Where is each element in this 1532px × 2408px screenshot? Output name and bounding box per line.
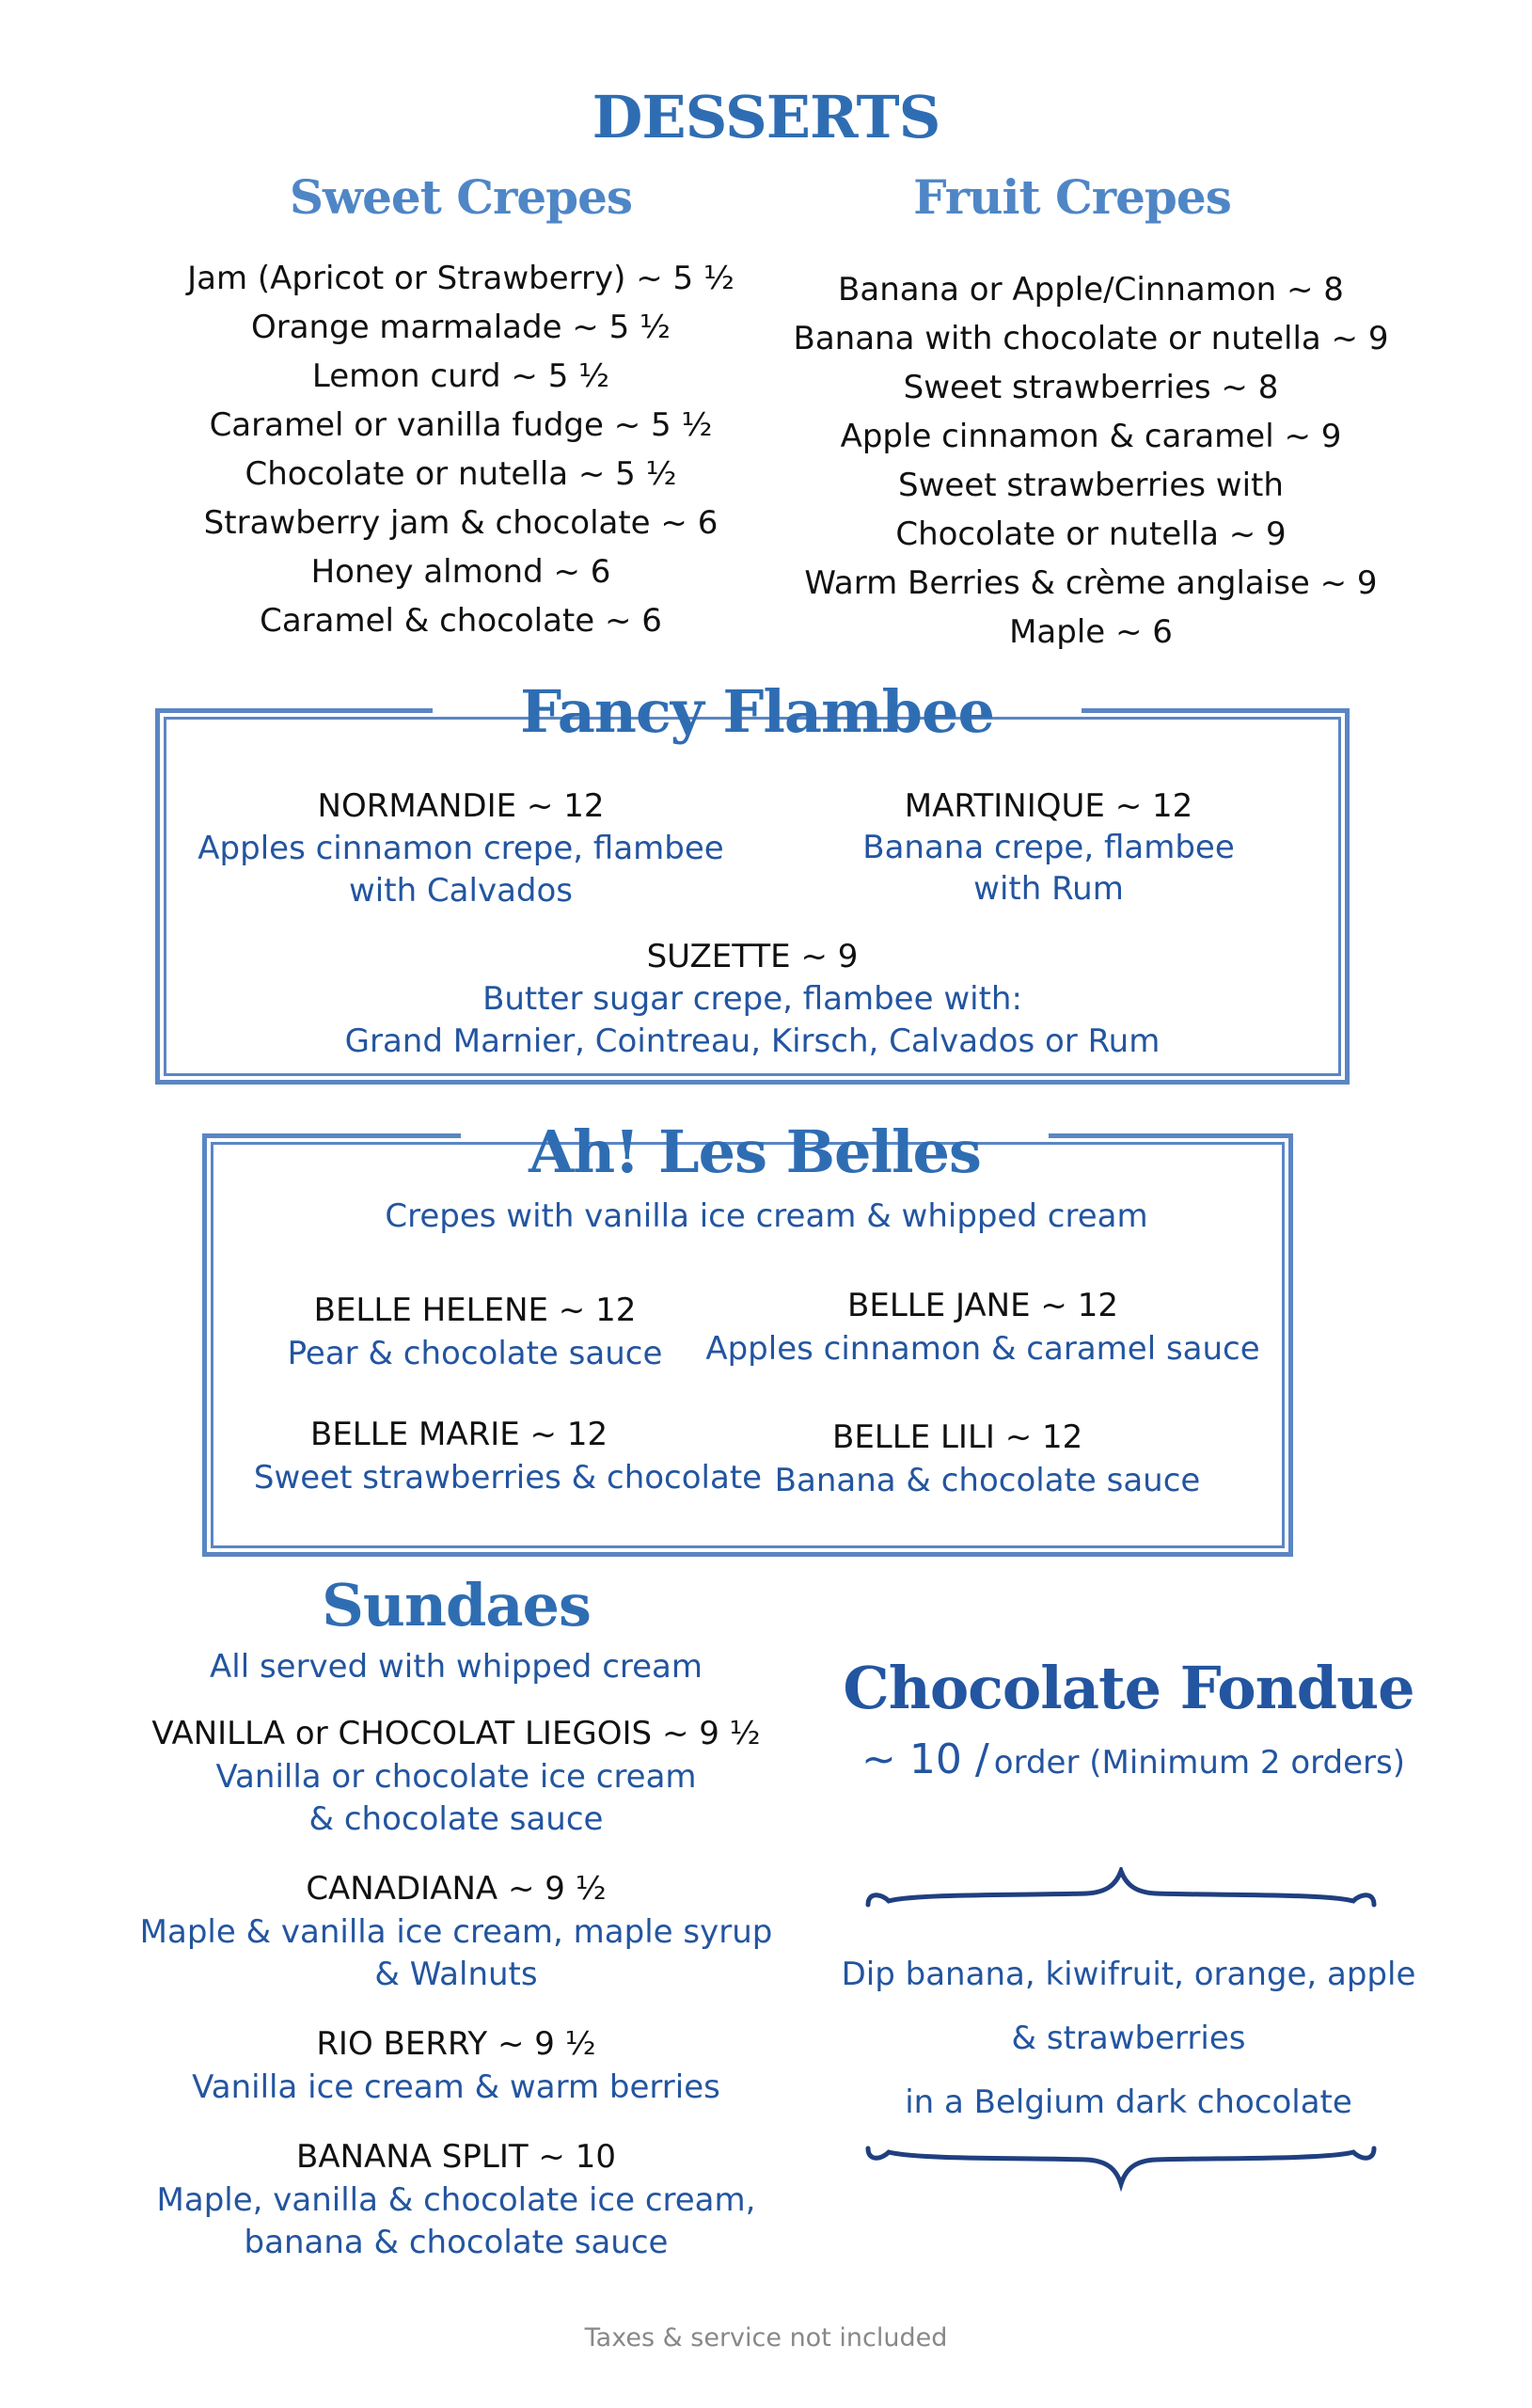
item-name: MARTINIQUE ~ 12 [904, 787, 1193, 825]
item-name: SUZETTE ~ 9 [646, 938, 859, 975]
list-item: Chocolate or nutella ~ 5 ½ [245, 455, 677, 493]
item-name: BANANA SPLIT ~ 10 [296, 2138, 616, 2176]
martinique-item [766, 785, 1331, 910]
brace-top-path [868, 1871, 1374, 1905]
list-item: Sweet strawberries ~ 8 [903, 369, 1279, 406]
item-desc: & chocolate sauce [308, 1800, 604, 1838]
item-desc: Maple & vanilla ice cream, maple syrup [139, 1913, 773, 1951]
item-name: BELLE HELENE ~ 12 [313, 1291, 637, 1329]
item-desc: Apples cinnamon & caramel sauce [705, 1330, 1260, 1368]
sundaes-subtitle: All served with whipped cream [209, 1648, 703, 1686]
item-desc: Grand Marnier, Cointreau, Kirsch, Calvados or Rum [344, 1022, 1161, 1060]
fondue-price-value: ~ 10 / [861, 1735, 989, 1783]
fondue-price [828, 1735, 1439, 1783]
item-desc: Vanilla or chocolate ice cream [215, 1758, 697, 1796]
sundaes-title: Sundaes [322, 1571, 591, 1640]
footer-note: Taxes & service not included [584, 2323, 948, 2353]
item-desc: Pear & chocolate sauce [287, 1335, 663, 1372]
item-desc: with Calvados [348, 872, 574, 910]
liegois-item [127, 1712, 785, 1840]
sweet-crepes-title: Sweet Crepes [289, 169, 633, 225]
fondue-top-brace [861, 1867, 1382, 1919]
list-item: Warm Berries & crème anglaise ~ 9 [804, 564, 1378, 602]
list-item: Caramel & chocolate ~ 6 [260, 602, 662, 640]
flambee-title: Fancy Flambee [520, 677, 994, 746]
list-item: Apple cinnamon & caramel ~ 9 [840, 418, 1342, 455]
item-desc: banana & chocolate sauce [244, 2224, 669, 2261]
belle-lili-item [705, 1416, 1270, 1502]
list-item: Banana or Apple/Cinnamon ~ 8 [838, 271, 1344, 309]
list-item: Honey almond ~ 6 [310, 553, 611, 591]
belles-subtitle: Crepes with vanilla ice cream & whipped cream [385, 1197, 1148, 1235]
fondue-price-note: order (Minimum 2 orders) [993, 1744, 1405, 1782]
belle-jane-item [701, 1284, 1265, 1370]
fondue-line: Dip banana, kiwifruit, orange, apple [841, 1956, 1416, 1993]
fruit-crepes-list [762, 265, 1420, 657]
brace-bottom-path [868, 2148, 1374, 2184]
item-desc: Maple, vanilla & chocolate ice cream, [156, 2181, 756, 2219]
item-name: CANADIANA ~ 9 ½ [306, 1870, 607, 1908]
fondue-line: & strawberries [1011, 2020, 1246, 2057]
item-desc: with Rum [973, 870, 1124, 908]
belle-helene-item [193, 1289, 757, 1375]
page-title: DESSERTS [592, 83, 940, 151]
list-item: Jam (Apricot or Strawberry) ~ 5 ½ [187, 260, 734, 297]
item-desc: Apples cinnamon crepe, flambee [197, 830, 724, 867]
list-item: Lemon curd ~ 5 ½ [311, 357, 610, 395]
item-desc: Banana crepe, flambee [862, 829, 1235, 866]
item-name: RIO BERRY ~ 9 ½ [316, 2025, 596, 2063]
normandie-item [179, 785, 743, 911]
canadiana-item [127, 1867, 785, 1995]
list-item: Banana with chocolate or nutella ~ 9 [793, 320, 1389, 357]
list-item: Orange marmalade ~ 5 ½ [250, 309, 671, 346]
fondue-description [837, 1942, 1420, 2134]
rio-berry-item [127, 2022, 785, 2109]
belles-title: Ah! Les Belles [529, 1117, 981, 1186]
item-name: BELLE JANE ~ 12 [847, 1287, 1118, 1324]
item-desc: Vanilla ice cream & warm berries [192, 2068, 720, 2106]
list-item: Caramel or vanilla fudge ~ 5 ½ [209, 406, 713, 444]
fondue-bottom-brace [861, 2135, 1382, 2192]
banana-split-item [127, 2135, 785, 2263]
item-desc: Butter sugar crepe, flambee with: [482, 980, 1022, 1018]
fondue-line: in a Belgium dark chocolate [905, 2083, 1352, 2121]
item-desc: Banana & chocolate sauce [774, 1462, 1201, 1499]
item-name: VANILLA or CHOCOLAT LIEGOIS ~ 9 ½ [151, 1715, 761, 1752]
list-item: Sweet strawberries with [898, 467, 1284, 504]
list-item: Maple ~ 6 [1009, 613, 1173, 651]
fondue-title: Chocolate Fondue [843, 1654, 1414, 1722]
sweet-crepes-list [132, 254, 790, 645]
item-desc: & Walnuts [374, 1956, 538, 1993]
suzette-item [155, 936, 1350, 1062]
item-desc: Sweet strawberries & chocolate [253, 1459, 763, 1497]
item-name: NORMANDIE ~ 12 [317, 787, 605, 825]
list-item: Strawberry jam & chocolate ~ 6 [203, 504, 719, 542]
list-item: Chocolate or nutella ~ 9 [895, 515, 1287, 553]
item-name: BELLE MARIE ~ 12 [310, 1416, 608, 1453]
fruit-crepes-title: Fruit Crepes [913, 169, 1231, 225]
item-name: BELLE LILI ~ 12 [832, 1418, 1083, 1456]
